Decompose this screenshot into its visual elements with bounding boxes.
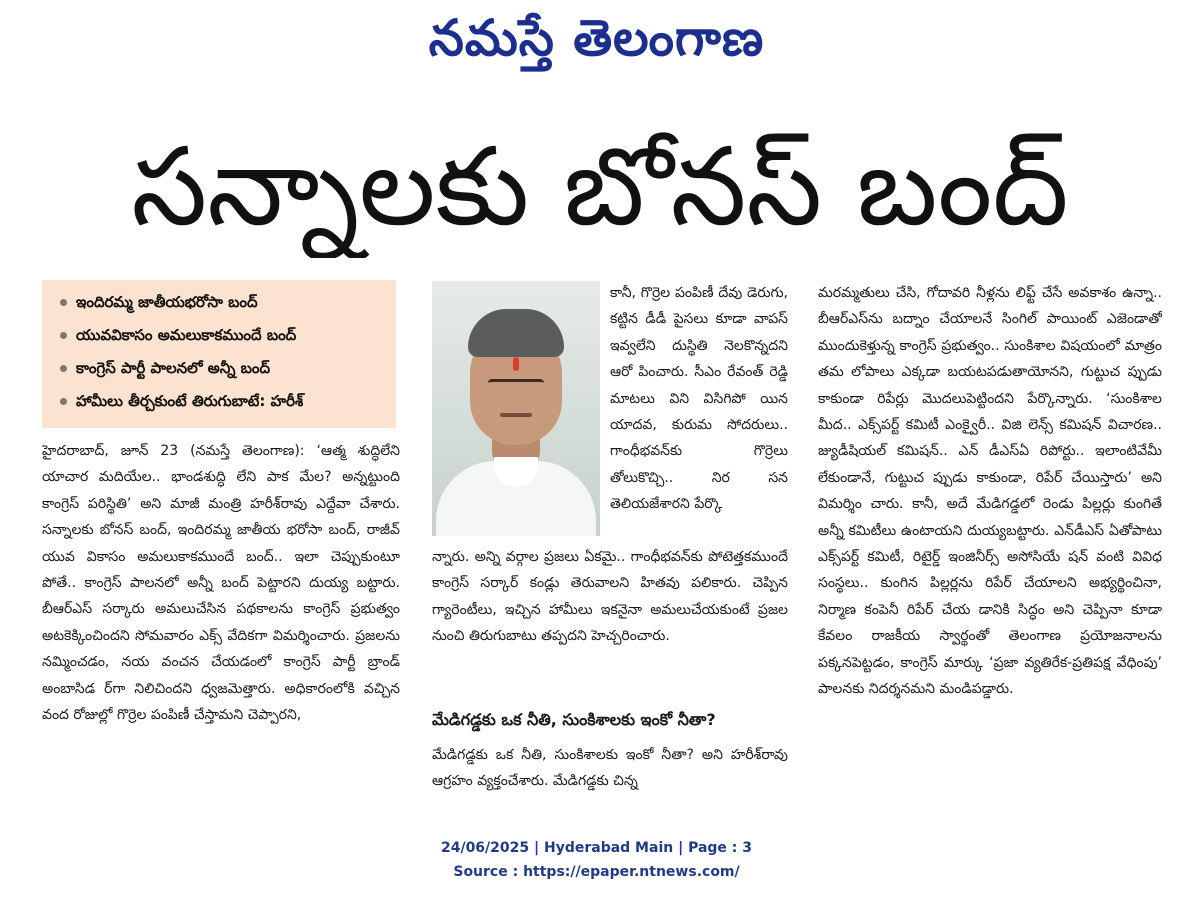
highlight-item bbox=[42, 385, 396, 418]
photo-tilak bbox=[513, 357, 519, 371]
bullet-icon bbox=[60, 332, 67, 339]
article-column-1: హైదరాబాద్, జూన్ 23 (నమస్తే తెలంగాణ): ‘ఆత్మ శుద్ధిలేని యాచార మదియేల.. భాండశుద్ధి లేని పాక మేల? అన్నట్టుంది కాంగ్రెస్ పరిస్థితి’ అని మాజీ మంత్రి హరీశ్‌రావు ఎద్దేవా చేశారు. సన్నాలకు బోనస్ బంద్, ఇందిరమ్మ జాతీయ భరోసా బంద్, రాజీవ్ యువ వికాసం అమలుకాకముందే బంద్.. ఇలా చెప్పుకుంటూ పోతే.. కాంగ్రెస్ పాలనలో అన్నీ బంద్ పెట్టారని దుయ్య బట్టారు. బీఆర్‌ఎస్ సర్కారు అమలుచేసిన పథకాలను కాంగ్రెస్ ప్రభుత్వం అటకెక్కించిందని సోమవారం ఎక్స్ వేదికగా విమర్శించారు. ప్రజలను నమ్మించడం, నయ వంచన చేయడంలో కాంగ్రెస్ పార్టీ బ్రాండ్ అంబాసిడ ర్‌గా నిలిచిందని ధ్వజమెత్తారు. అధికారంలోకి వచ్చిన వంద రోజుల్లో గొర్రెల పంపిణీ చేస్తామని చెప్పారని, bbox=[42, 443, 400, 724]
bullet-icon bbox=[60, 365, 67, 372]
highlight-item bbox=[42, 286, 396, 319]
photo-hair bbox=[468, 309, 564, 357]
headline: సన్నాలకు బోనస్ బంద్ bbox=[131, 125, 1069, 250]
article-column-2-top: కానీ, గొర్రెల పంపిణీ దేవు డెరుగు, కట్టిన డీడీ పైసలు కూడా వాపస్ ఇవ్వలేని దుస్థితి నెలకొన్నదని ఆరో పించారు. సీఎం రేవంత్ రెడ్డి మాటలు విని విసిగిపో యిన యాదవ, కురుమ సోదరులు.. గాంధీభవన్‌కు గొర్రెలు తోలుకొచ్చి.. నిర సన తెలియజేశారని పేర్కొ bbox=[610, 285, 788, 513]
footer-source-line: Source : https://epaper.ntnews.com/ bbox=[453, 864, 740, 880]
highlight-text: హామీలు తీర్చకుంటే తిరుగుబాటే: హరీశ్ bbox=[76, 392, 304, 410]
photo-eyes bbox=[488, 379, 544, 388]
article-column-3: మరమ్మతులు చేసి, గోదావరి నీళ్లను లిఫ్ట్ చేసే అవకాశం ఉన్నా.. బీఆర్‌ఎస్‌ను బద్నాం చేయాలనే సింగిల్ పాయింట్ ఎజెండాతో ముందుకెళ్తున్న కాంగ్రెస్ ప్రభుత్వం.. సుంకిశాల విషయంలో మాత్రం తమ లోపాలు ఎక్కడా బయటపడుతాయోనని, గుట్టుచ ప్పుడు కాకుండా రిపేర్లు మొదలుపెట్టిందని పేర్కొన్నారు. ‘సుంకిశాల మీద.. ఎక్స్‌పర్ట్ కమిటీ ఎంక్వైరీ.. విజి లెన్స్ కమిషన్ విచారణ.. జ్యుడీషియల్ కమిషన్.. ఎన్ డీఎస్‌ఏ రిపోర్టు.. ఇలాంటివేమీ లేకుండానే, గుట్టుచ ప్పుడు కాకుండా, రిపేర్ చేయిస్తారు’ అని విమర్శిం చారు. కానీ, అదే మేడిగడ్డలో రెండు పిల్లర్లు కుంగితే అన్నీ కమిటీలు ఉంటాయని దుయ్యబట్టారు. ఎన్‌డీఎస్ ఏతోపాటు ఎక్స్‌పర్ట్ కమిటీ, రిటైర్డ్ ఇంజినీర్స్ అసోసియే షన్ వంటి వివిధ సంస్థలు.. కుంగిన పిల్లర్లను రిపేర్ చేయాలని అభ్యర్థించినా, నిర్మాణ కంపెనీ రిపేర్ చేయ డానికి సిద్ధం అని చెప్పినా కూడా కేవలం రాజకీయ స్వార్థంతో తెలంగాణ ప్రయోజనాలను పక్కనపెట్టడం, కాంగ్రెస్ మార్కు ‘ప్రజా వ్యతిరేక-ప్రతిపక్ష వేధింపు’ పాలనకు నిదర్శనమని మండిపడ్డారు. bbox=[818, 285, 1162, 698]
portrait-photo bbox=[432, 281, 600, 536]
article-subheading: మేడిగడ్డకు ఒక నీతి, సుంకిశాలకు ఇంకో నీతా? bbox=[432, 710, 716, 729]
bullet-icon bbox=[60, 398, 67, 405]
footer-date-line: 24/06/2025 | Hyderabad Main | Page : 3 bbox=[440, 840, 753, 856]
article-column-2-middle: న్నారు. అన్ని వర్గాల ప్రజలు ఏకమై.. గాంధీభవన్‌కు పోటెత్తకముందే కాంగ్రెస్ సర్కార్ కండ్లు తెరువాలని హితవు పలికారు. చెప్పిన గ్యారెంటీలు, ఇచ్చిన హామీలు ఇకనైనా అమలుచేయకుంటే ప్రజల నుంచి తిరుగుబాటు తప్పదని హెచ్చరించారు. bbox=[432, 549, 788, 645]
highlight-text: యువవికాసం అమలుకాకముందే బంద్ bbox=[76, 326, 297, 344]
highlight-item bbox=[42, 352, 396, 385]
highlights-box bbox=[42, 280, 396, 428]
article-column-2-bottom: మేడిగడ్డకు ఒక నీతి, సుంకిశాలకు ఇంకో నీతా? అని హరీశ్‌రావు ఆగ్రహం వ్యక్తంచేశారు. మేడిగడ్డకు చిన్న bbox=[432, 747, 788, 790]
highlight-text: కాంగ్రెస్ పార్టీ పాలనలో అన్నీ బంద్ bbox=[76, 359, 271, 377]
highlight-text: ఇందిరమ్మ జాతీయభరోసా బంద్ bbox=[76, 293, 258, 311]
photo-mouth bbox=[500, 413, 532, 417]
masthead-logo: నమస్తే తెలంగాణ bbox=[428, 9, 765, 67]
bullet-icon bbox=[60, 299, 67, 306]
highlight-item bbox=[42, 319, 396, 352]
